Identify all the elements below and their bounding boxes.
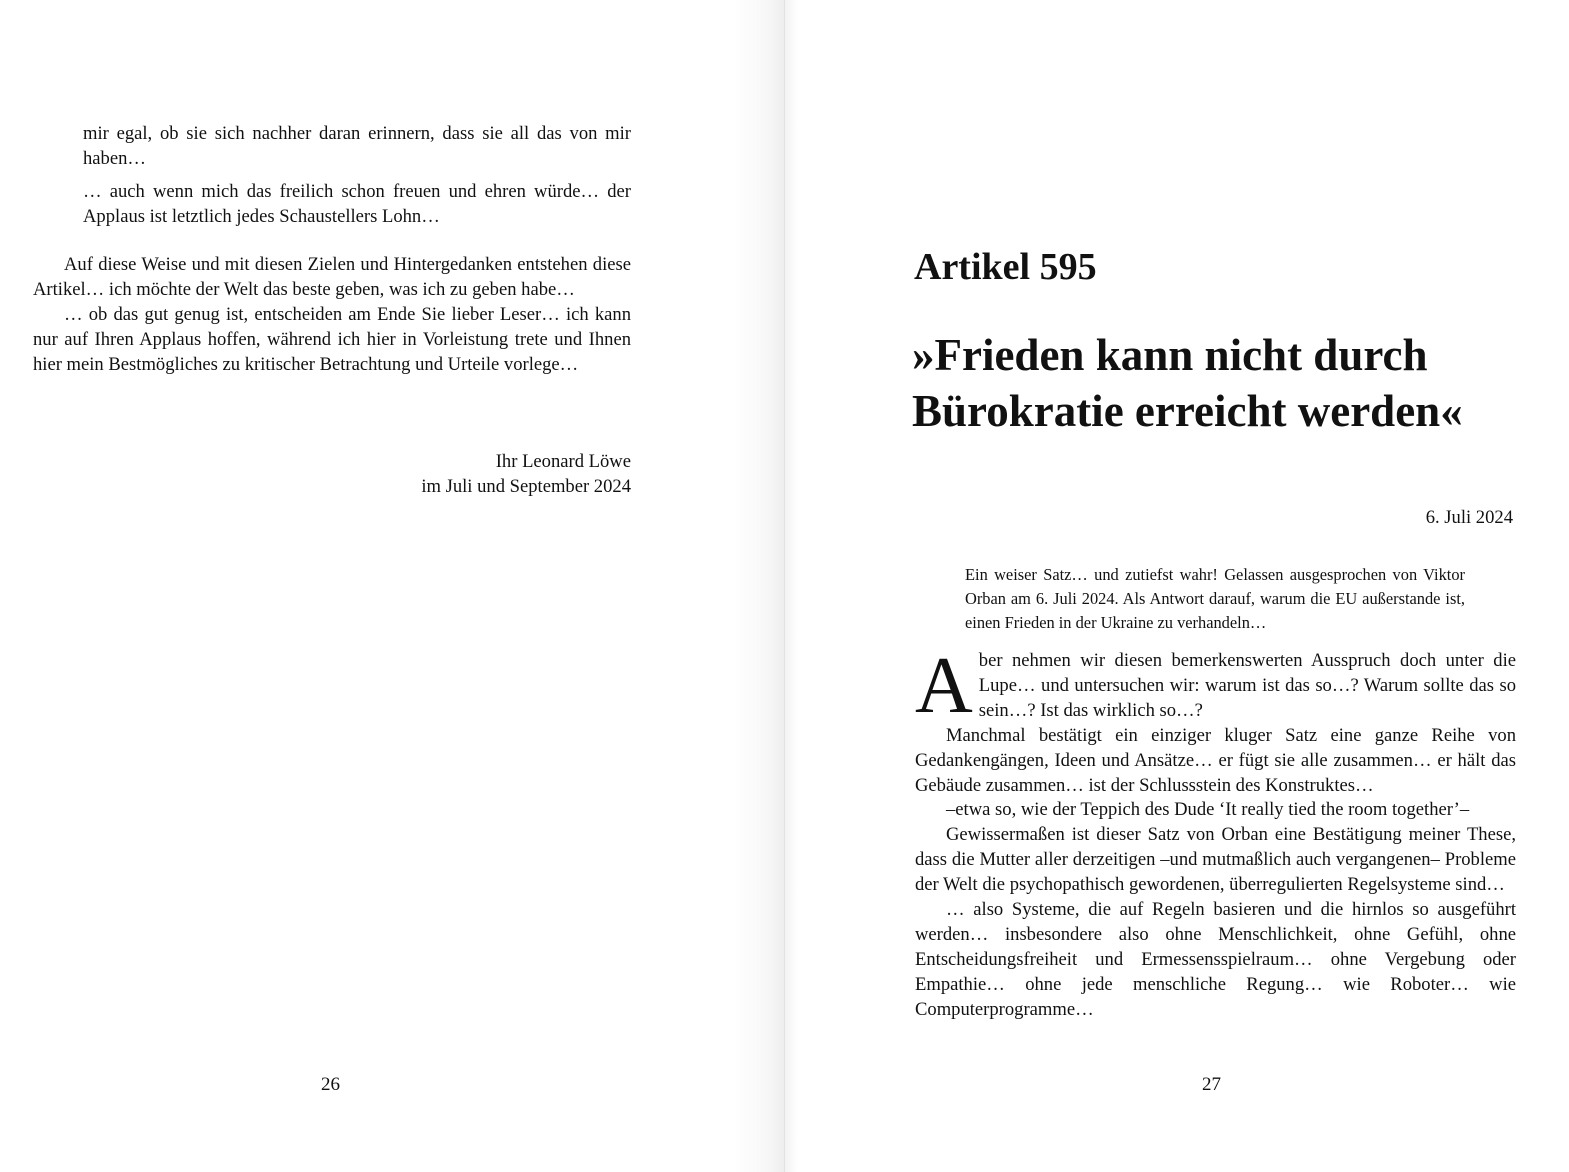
quote-paragraph: … auch wenn mich das freilich schon freuen und ehren würde… der Applaus ist letztlich jedes Schaustellers Lohn… bbox=[83, 181, 631, 227]
book-gutter-shadow bbox=[735, 0, 785, 1172]
book-gutter-shadow-right bbox=[784, 0, 798, 1172]
body-paragraph: Manchmal bestätigt ein einziger kluger Satz eine ganze Reihe von Gedankengängen, Ideen und Ansätze… er fügt sie alle zusammen… er hält das Gebäude zusammen… ist der Schlussstein des Konstruktes… bbox=[915, 724, 1516, 796]
article-title: »Frieden kann nicht durch Bürokratie erreicht werden« bbox=[912, 330, 1463, 436]
body-paragraph: Auf diese Weise und mit diesen Zielen und Hintergedanken entstehen diese Artikel… ich möchte der Welt das beste geben, was ich zu geben habe… bbox=[33, 254, 631, 300]
body-paragraph: Gewissermaßen ist dieser Satz von Orban eine Bestätigung meiner These, dass die Mutter aller derzeitigen –und mutmaßlich auch vergangenen– Probleme der Welt die psychopathisch gewordenen, überregulierten Regelsysteme sind… bbox=[915, 824, 1516, 896]
article-body bbox=[915, 642, 1516, 1023]
left-page bbox=[0, 0, 784, 1172]
article-date: 6. Juli 2024 bbox=[1425, 507, 1513, 528]
page-number-right: 27 bbox=[1202, 1074, 1221, 1095]
left-body bbox=[33, 253, 631, 378]
body-paragraph: … ob das gut genug ist, entscheiden am Ende Sie lieber Leser… ich kann nur auf Ihren Applaus hoffen, während ich hier in Vorleistung trete und Ihnen hier mein Bestmögliches zu kritischer Betrachtung und Urteile vorlege… bbox=[33, 303, 631, 375]
quote-paragraph: mir egal, ob sie sich nachher daran erinnern, dass sie all das von mir haben… bbox=[83, 123, 631, 169]
opening-text: ber nehmen wir diesen bemerkenswerten Ausspruch doch unter die Lupe… und untersuchen wir: warum ist das so…? Warum sollte das so sein…? Ist das wirklich so…? bbox=[978, 650, 1516, 721]
body-paragraph: –etwa so, wie der Teppich des Dude ‘It really tied the room together’– bbox=[946, 799, 1470, 821]
drop-cap: A bbox=[915, 642, 973, 730]
lead-paragraph: Ein weiser Satz… und zutiefst wahr! Gelassen ausgesprochen von Viktor Orban am 6. Juli 2024. Als Antwort darauf, warum die EU außerstande ist, einen Frieden in der Ukraine zu verhandeln… bbox=[965, 565, 1465, 632]
signature-block bbox=[33, 450, 631, 500]
body-paragraph: … also Systeme, die auf Regeln basieren und die hirnlos so ausgeführt werden… insbesondere also ohne Menschlichkeit, ohne Gefühl, ohne Entscheidungsfreiheit und Ermessensspielraum… ohne Vergebung oder Empathie… ohne jede menschliche Regung… wie Roboter… wie Computerprogramme… bbox=[915, 899, 1516, 1020]
article-number-heading: Artikel 595 bbox=[914, 246, 1097, 288]
page-number-left: 26 bbox=[321, 1074, 340, 1095]
signature-name: Ihr Leonard Löwe bbox=[495, 451, 631, 472]
opening-paragraph bbox=[915, 642, 1516, 730]
signature-date: im Juli und September 2024 bbox=[421, 475, 631, 497]
